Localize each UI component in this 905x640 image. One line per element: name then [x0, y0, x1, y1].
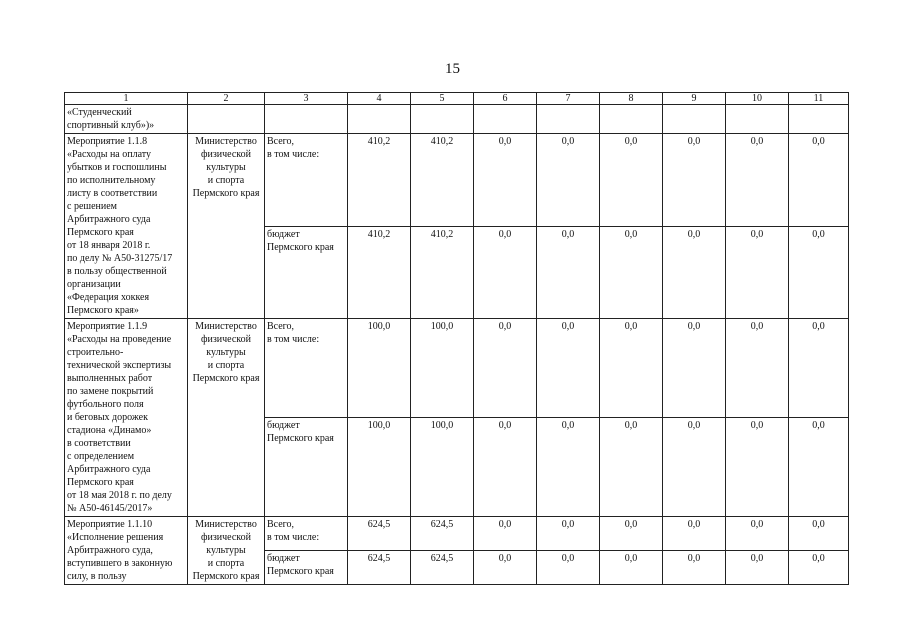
text-line: Пермского края [267, 566, 334, 577]
text-line: № А50-46145/2017» [67, 503, 153, 514]
header-row [65, 93, 849, 105]
value-cell: 0,0 [537, 551, 600, 585]
value-cell: 624,5 [348, 517, 411, 551]
value-cell: 0,0 [537, 226, 600, 319]
text-line: с определением [67, 451, 135, 462]
text-line: бюджет [267, 553, 300, 564]
empty-cell [474, 105, 537, 134]
value-cell: 0,0 [600, 418, 663, 517]
value-cell: 0,0 [537, 319, 600, 418]
text-line: «Расходы на оплату [67, 149, 151, 160]
executor-cell [188, 134, 265, 319]
text-line: спортивный клуб»)» [67, 120, 155, 131]
text-line: от 18 мая 2018 г. по делу [67, 490, 172, 501]
text-line: по делу № А50-31275/17 [67, 253, 173, 264]
text-line: «Студенческий [67, 107, 132, 118]
text-line: Всего, [267, 136, 295, 147]
column-header: 9 [663, 93, 726, 105]
text-line: Пермского края [192, 373, 260, 384]
text-line: Министерство [195, 136, 257, 147]
column-header: 8 [600, 93, 663, 105]
text-line: физической [201, 532, 251, 543]
empty-cell [265, 105, 348, 134]
value-cell: 0,0 [474, 418, 537, 517]
value-cell: 0,0 [474, 551, 537, 585]
value-cell: 0,0 [474, 226, 537, 319]
value-cell: 0,0 [663, 418, 726, 517]
text-line: в том числе: [267, 334, 320, 345]
text-line: «Федерация хоккея [67, 292, 150, 303]
column-header: 3 [265, 93, 348, 105]
empty-cell [600, 105, 663, 134]
measure-total-row [65, 517, 849, 551]
value-cell: 410,2 [348, 226, 411, 319]
empty-cell [726, 105, 789, 134]
table-body [65, 93, 849, 585]
text-line: Пермского края» [67, 305, 139, 316]
text-line: по исполнительному [67, 175, 156, 186]
text-line: и спорта [207, 558, 245, 569]
value-cell: 0,0 [663, 551, 726, 585]
column-header: 11 [789, 93, 849, 105]
budget-table [64, 92, 849, 585]
empty-cell [537, 105, 600, 134]
value-cell: 624,5 [348, 551, 411, 585]
value-cell: 0,0 [726, 517, 789, 551]
text-line: выполненных работ [67, 373, 153, 384]
value-cell: 100,0 [348, 319, 411, 418]
column-header: 2 [188, 93, 265, 105]
text-line: Всего, [267, 519, 295, 530]
text-line: в пользу общественной [67, 266, 167, 277]
text-line: Арбитражного суда [67, 464, 151, 475]
text-line: Пермского края [67, 477, 134, 488]
value-cell: 0,0 [600, 551, 663, 585]
column-header: 6 [474, 93, 537, 105]
executor-cell [188, 319, 265, 517]
value-cell: 0,0 [663, 517, 726, 551]
text-line: культуры [206, 545, 246, 556]
value-cell: 0,0 [600, 319, 663, 418]
text-line: «Исполнение решения [67, 532, 164, 543]
funding-source-cell [265, 319, 348, 418]
measure-total-row [65, 319, 849, 418]
column-header: 10 [726, 93, 789, 105]
value-cell: 100,0 [411, 418, 474, 517]
text-line: бюджет [267, 420, 300, 431]
text-line: Пермского края [267, 241, 334, 253]
measure-name-cell [65, 134, 188, 319]
value-cell: 0,0 [537, 134, 600, 227]
value-cell: 624,5 [411, 517, 474, 551]
text-line: по замене покрытий [67, 386, 154, 397]
funding-source-cell [265, 551, 348, 585]
page-number: 15 [445, 61, 460, 77]
text-line: Арбитражного суда, [67, 545, 153, 556]
text-line: вступившего в законную [67, 558, 173, 569]
text-line: стадиона «Динамо» [67, 425, 152, 436]
text-line: физической [201, 149, 251, 160]
text-line: в том числе: [267, 149, 320, 160]
text-line: Всего, [267, 321, 295, 332]
text-line: силу, в пользу [67, 571, 127, 582]
text-line: Пермского края [192, 188, 260, 199]
continuation-row [65, 105, 849, 134]
value-cell: 0,0 [789, 319, 849, 418]
text-line: «Расходы на проведение [67, 334, 172, 345]
value-cell: 410,2 [411, 134, 474, 227]
text-line: и спорта [207, 360, 245, 371]
column-header: 5 [411, 93, 474, 105]
text-line: Пермского края [67, 227, 134, 238]
text-line: организации [67, 279, 121, 290]
funding-source-cell [265, 226, 348, 319]
text-line: Министерство [195, 519, 257, 530]
value-cell: 0,0 [537, 517, 600, 551]
value-cell: 0,0 [789, 517, 849, 551]
column-header: 7 [537, 93, 600, 105]
text-line: Пермского края [192, 571, 260, 582]
executor-cell [188, 517, 265, 585]
empty-cell [188, 105, 265, 134]
text-line: Мероприятие 1.1.10 [67, 519, 153, 530]
value-cell: 0,0 [726, 134, 789, 227]
text-line: с решением [67, 201, 117, 212]
text-line: культуры [206, 347, 246, 358]
funding-source-cell [265, 517, 348, 551]
value-cell: 0,0 [537, 418, 600, 517]
value-cell: 0,0 [663, 134, 726, 227]
value-cell: 0,0 [663, 319, 726, 418]
text-line: и спорта [207, 175, 245, 186]
value-cell: 0,0 [726, 551, 789, 585]
measure-name-cell [65, 319, 188, 517]
text-line: Министерство [195, 321, 257, 332]
text-line: Мероприятие 1.1.9 [67, 321, 148, 332]
value-cell: 410,2 [411, 226, 474, 319]
column-header: 1 [65, 93, 188, 105]
continuation-cell [65, 105, 188, 134]
text-line: от 18 января 2018 г. [67, 240, 151, 251]
text-line: Пермского края [267, 433, 334, 444]
value-cell: 0,0 [789, 226, 849, 319]
value-cell: 0,0 [789, 134, 849, 227]
value-cell: 0,0 [600, 226, 663, 319]
value-cell: 0,0 [726, 319, 789, 418]
value-cell: 100,0 [411, 319, 474, 418]
text-line: Мероприятие 1.1.8 [67, 136, 148, 147]
text-line: культуры [206, 162, 246, 173]
value-cell: 0,0 [600, 517, 663, 551]
empty-cell [789, 105, 849, 134]
empty-cell [411, 105, 474, 134]
text-line: технической экспертизы [67, 360, 172, 371]
value-cell: 0,0 [789, 551, 849, 585]
text-line: Арбитражного суда [67, 214, 151, 225]
text-line: листу в соответствии [67, 188, 158, 199]
value-cell: 0,0 [726, 226, 789, 319]
text-line: в соответствии [67, 438, 131, 449]
empty-cell [348, 105, 411, 134]
funding-source-cell [265, 134, 348, 227]
value-cell: 0,0 [663, 226, 726, 319]
value-cell: 624,5 [411, 551, 474, 585]
text-line: физической [201, 334, 251, 345]
value-cell: 100,0 [348, 418, 411, 517]
measure-name-cell [65, 517, 188, 585]
text-line: убытков и госпошлины [67, 162, 167, 173]
value-cell: 0,0 [726, 418, 789, 517]
funding-source-cell [265, 418, 348, 517]
value-cell: 410,2 [348, 134, 411, 227]
empty-cell [663, 105, 726, 134]
text-line: в том числе: [267, 532, 320, 543]
value-cell: 0,0 [474, 319, 537, 418]
value-cell: 0,0 [474, 517, 537, 551]
column-header: 4 [348, 93, 411, 105]
text-line: футбольного поля [67, 399, 144, 410]
value-cell: 0,0 [789, 418, 849, 517]
value-cell: 0,0 [600, 134, 663, 227]
text-line: строительно- [67, 347, 124, 358]
measure-total-row [65, 134, 849, 227]
text-line: и беговых дорожек [67, 412, 148, 423]
value-cell: 0,0 [474, 134, 537, 227]
text-line: бюджет [267, 228, 300, 240]
